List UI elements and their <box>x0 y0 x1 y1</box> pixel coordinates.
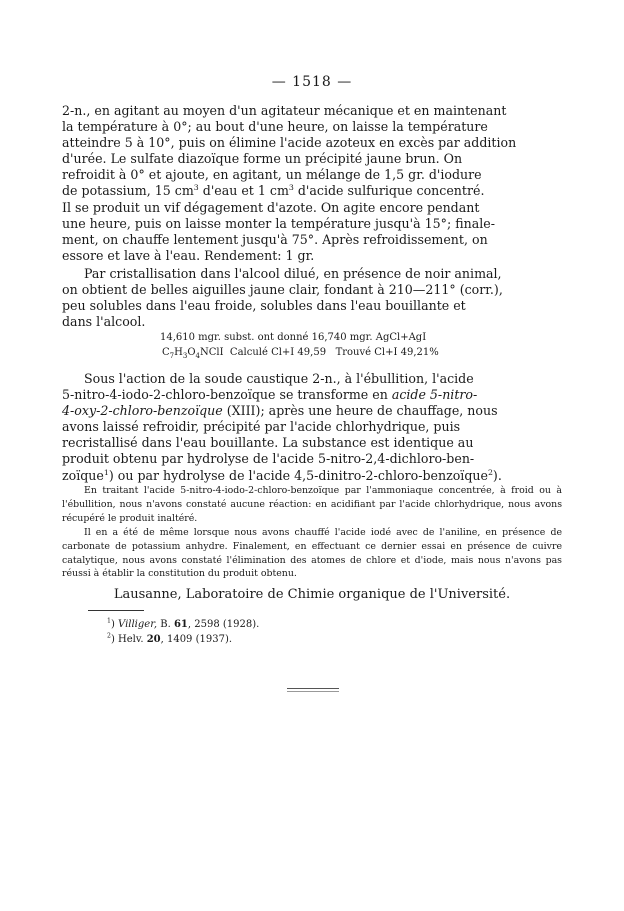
text-line: produit obtenu par hydrolyse de l'acide 5-nitro-2,4-dichloro-ben- <box>62 451 475 467</box>
analysis-line-1: 14,610 mgr. subst. ont donné 16,740 mgr. AgCl+AgI <box>160 332 427 343</box>
laboratory-signature: Lausanne, Laboratoire de Chimie organique de l'Université. <box>113 587 511 602</box>
page-number: — 1518 — <box>271 74 353 90</box>
text-line: Par cristallisation dans l'alcool dilué, en présence de noir animal, <box>84 266 502 281</box>
note-aniline <box>62 526 562 581</box>
text-line: 4-oxy-2-chloro-benzoïque (XIII); après une heure de chauffage, nous <box>62 403 498 419</box>
paragraph-hydrolysis <box>62 371 562 484</box>
text-line: de potassium, 15 $cm^3$ d'eau et 1 $cm^3$ d'acide sulfurique concentré. <box>62 183 485 199</box>
analysis-block <box>160 331 490 360</box>
text-line: recristallisé dans l'eau bouillante. La substance est identique au <box>62 435 474 451</box>
note-ammonia <box>62 484 562 525</box>
text-line: zoïque$^1$) ou par hydrolyse de l'acide 4,5-dinitro-2-chloro-benzoïque$^2$). <box>62 467 502 483</box>
analysis-line-2: $C_7H_3O_4NClI$ Calculé Cl+I 49,59 Trouvé Cl+I 49,21% <box>162 346 439 360</box>
text-line: d'urée. Le sulfate diazoïque forme un précipité jaune brun. On <box>62 151 463 167</box>
text-line: refroidit à 0° et ajoute, en agitant, un mélange de 1,5 gr. d'iodure <box>62 167 482 183</box>
small-paragraph: Il en a été de même lorsque nous avons chauffé l'acide iodé avec de l'aniline, en présence de carbonate de potassium anhydre. Finalement, en effectuant ce dernier essai en présence de cuivre catalytique, nous avons constaté l'élimination des atomes de chlore et d'iode, mais nous n'avons pas réussi à établir la constitution du produit obtenu. <box>62 527 562 580</box>
text-line: la température à 0°; au bout d'une heure, on laisse la température <box>62 119 488 135</box>
text-line: 5-nitro-4-iodo-2-chloro-benzoïque se transforme en acide 5-nitro- <box>62 387 478 403</box>
end-rule <box>287 691 339 692</box>
text-line: peu solubles dans l'eau froide, solubles dans l'eau bouillante et <box>62 298 466 314</box>
footnote-2: $^2$) Helv. 20, 1409 (1937). <box>107 632 233 645</box>
text-line: avons laissé refroidir, précipité par l'acide chlorhydrique, puis <box>62 419 461 435</box>
text-line: Sous l'action de la soude caustique 2-n., à l'ébullition, l'acide <box>84 371 474 386</box>
text-line: essore et lave à l'eau. Rendement: 1 gr. <box>62 247 315 263</box>
small-paragraph: En traitant l'acide 5-nitro-4-iodo-2-chloro-benzoïque par l'ammoniaque concentrée, à froid ou à l'ébullition, nous n'avons constaté aucune réaction: en acidifiant par l'acide chlorhydrique, nous avons récupéré le produit inaltéré. <box>62 485 562 524</box>
paragraph-crystallisation <box>62 266 562 330</box>
text-line: Il se produit un vif dégagement d'azote. On agite encore pendant <box>62 199 480 215</box>
text-line: dans l'alcool. <box>62 314 146 330</box>
paragraph-procedure <box>62 103 562 264</box>
end-rule <box>287 688 339 689</box>
footnote-1: $^1$) Villiger, B. 61, 2598 (1928). <box>107 617 260 630</box>
footnotes <box>107 618 259 647</box>
text-line: une heure, puis on laisse monter la température jusqu'à 15°; finale- <box>62 215 495 231</box>
text-line: on obtient de belles aiguilles jaune clair, fondant à 210—211° (corr.), <box>62 282 503 298</box>
text-line: ment, on chauffe lentement jusqu'à 75°. Après refroidissement, on <box>62 231 488 247</box>
text-line: atteindre 5 à 10°, puis on élimine l'acide azoteux en excès par addition <box>62 135 517 151</box>
footnote-rule <box>88 610 144 611</box>
text-line: 2-n., en agitant au moyen d'un agitateur mécanique et en maintenant <box>62 103 507 118</box>
